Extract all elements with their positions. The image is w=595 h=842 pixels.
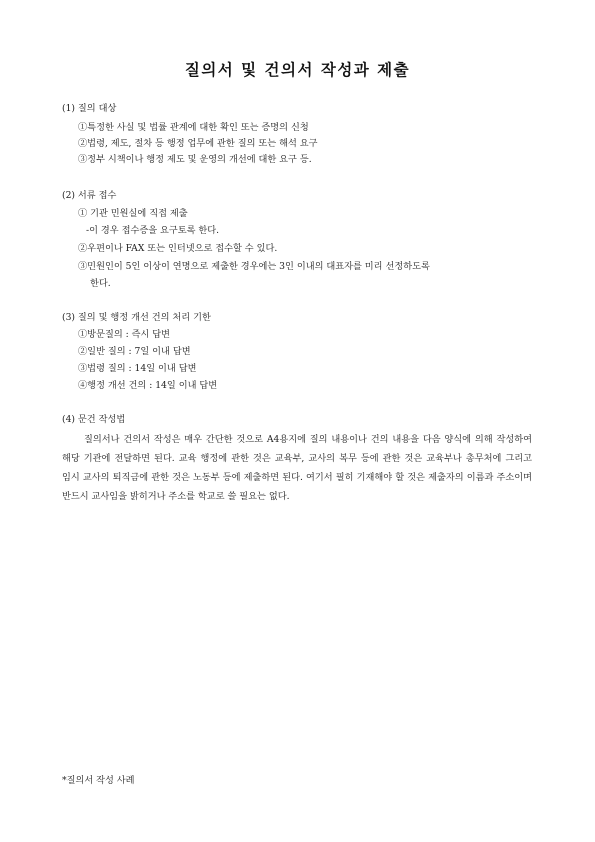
section-2-item-2: ②우편이나 FAX 또는 인터넷으로 접수할 수 있다. (78, 243, 278, 254)
section-2-item-3: ③민원인이 5인 이상이 연명으로 제출한 경우에는 3인 이내의 대표자를 미리 선정하도록 (78, 261, 430, 272)
section-4-paragraph: 질의서나 건의서 작성은 매우 간단한 것으로 A4용지에 질의 내용이나 건의 내용을 다음 양식에 의해 작성하여 해당 기관에 전달하면 된다. 교육 행정에 관한 것은 교육부, 교사의 복무 등에 관한 것은 교육부나 총무처에 그리고 임시 교사의 퇴직금에 관한 것은 노동부 등에 제출하면 된다. 여기서 필히 기재해야 할 것은 제출자의 이름과 주소이며 반드시 교사임을 밝히거나 주소를 학교로 쓸 필요는 없다. (62, 434, 532, 502)
section-3-heading: (3) 질의 및 행정 개선 건의 처리 기한 (62, 312, 211, 323)
section-2-item-1: ① 기관 민원실에 직접 제출 (78, 208, 188, 219)
section-1-item-1: ①특정한 사실 및 법률 관계에 대한 확인 또는 증명의 신청 (78, 122, 309, 133)
section-3-item-1: ①방문질의 : 즉시 답변 (78, 329, 171, 340)
section-1-item-3: ③정부 시책이나 행정 제도 및 운영의 개선에 대한 요구 등. (78, 154, 312, 165)
document-title: 질의서 및 건의서 작성과 제출 (184, 61, 411, 79)
section-3-item-4: ④행정 개선 건의 : 14일 이내 답변 (78, 380, 218, 391)
section-2-item-3-cont: 한다. (90, 278, 111, 289)
section-1-item-2: ②법령, 제도, 절차 등 행정 업무에 관한 질의 또는 해석 요구 (78, 138, 318, 149)
section-1-heading: (1) 질의 대상 (62, 103, 117, 114)
footnote: *질의서 작성 사례 (62, 775, 135, 786)
section-2-heading: (2) 서류 접수 (62, 190, 117, 201)
section-4-heading: (4) 문건 작성법 (62, 414, 126, 425)
section-2-item-1-note: -이 경우 접수증을 요구토록 한다. (86, 225, 220, 236)
section-3-item-2: ②일반 질의 : 7일 이내 답변 (78, 346, 191, 357)
section-3-item-3: ③법령 질의 : 14일 이내 답변 (78, 363, 197, 374)
